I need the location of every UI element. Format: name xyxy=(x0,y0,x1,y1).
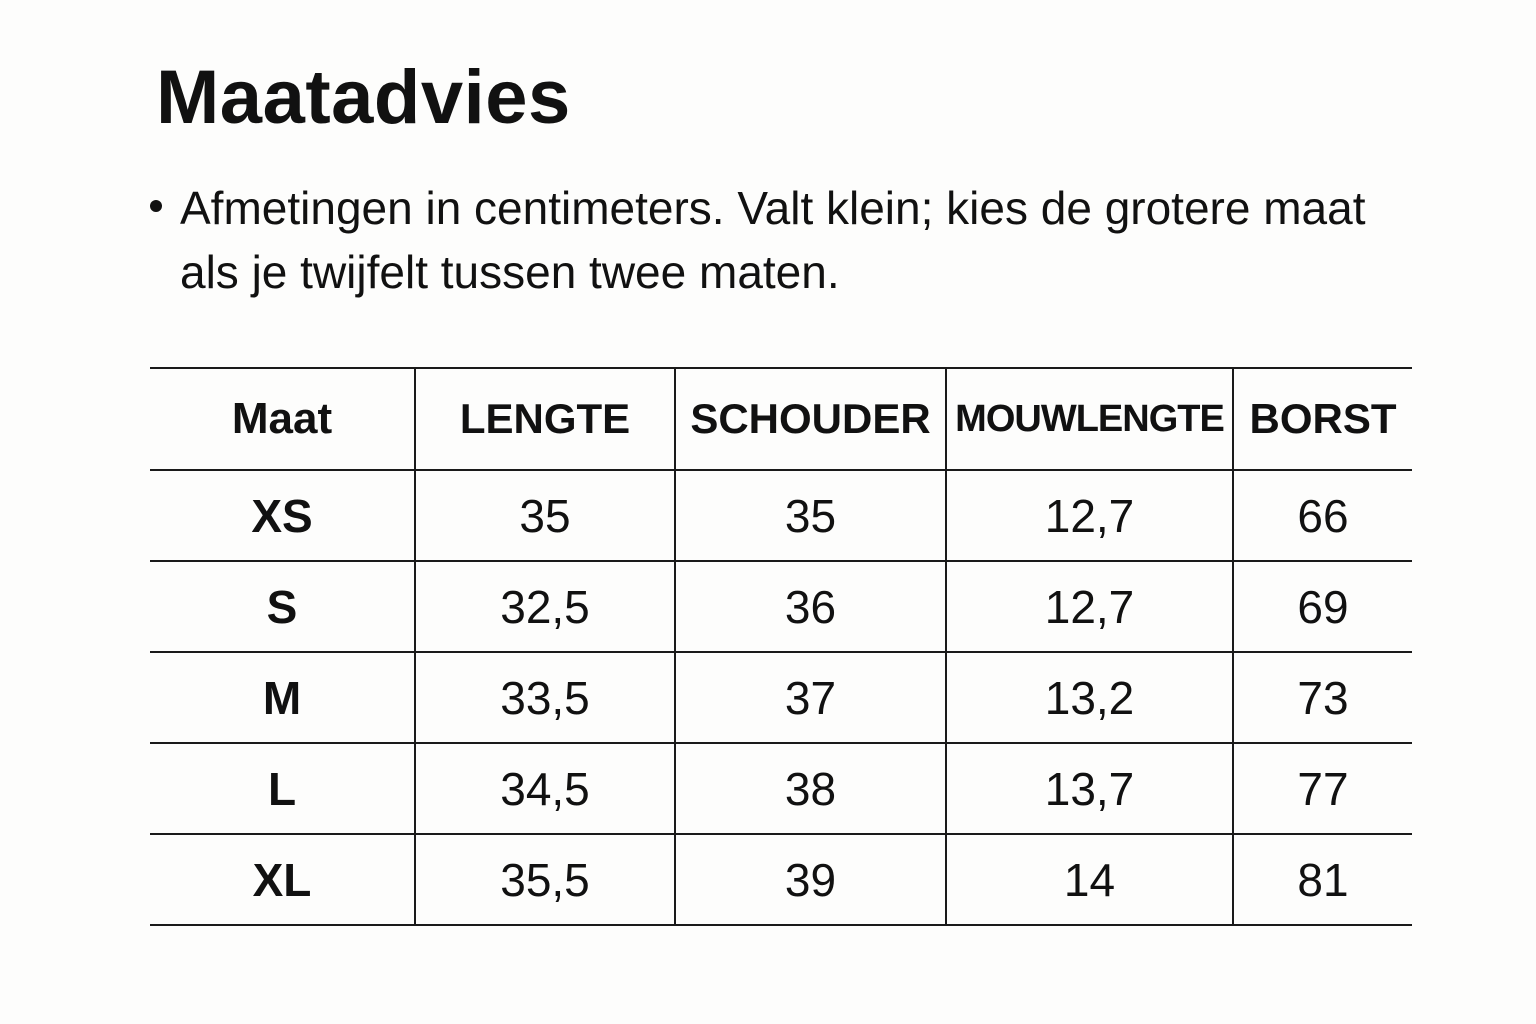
header-lengte: LENGTE xyxy=(415,368,675,470)
header-borst: BORST xyxy=(1233,368,1412,470)
size-table xyxy=(150,367,1412,926)
size-cell: L xyxy=(150,743,415,834)
header-row xyxy=(150,368,1412,470)
header-schouder: SCHOUDER xyxy=(675,368,946,470)
header-mouwlengte: MOUWLENGTE xyxy=(946,368,1233,470)
borst-cell: 81 xyxy=(1233,834,1412,925)
lengte-cell: 32,5 xyxy=(415,561,675,652)
size-table-body xyxy=(150,470,1412,925)
schouder-cell: 37 xyxy=(675,652,946,743)
note-list xyxy=(148,176,1428,304)
table-row xyxy=(150,652,1412,743)
lengte-cell: 33,5 xyxy=(415,652,675,743)
size-cell: S xyxy=(150,561,415,652)
table-row xyxy=(150,834,1412,925)
schouder-cell: 38 xyxy=(675,743,946,834)
size-cell: XS xyxy=(150,470,415,561)
schouder-cell: 35 xyxy=(675,470,946,561)
schouder-cell: 36 xyxy=(675,561,946,652)
page-title: Maatadvies xyxy=(156,55,571,140)
size-cell: XL xyxy=(150,834,415,925)
borst-cell: 73 xyxy=(1233,652,1412,743)
lengte-cell: 35 xyxy=(415,470,675,561)
borst-cell: 69 xyxy=(1233,561,1412,652)
table-row xyxy=(150,561,1412,652)
lengte-cell: 34,5 xyxy=(415,743,675,834)
note-item xyxy=(148,176,1428,304)
mouwlengte-cell: 12,7 xyxy=(946,470,1233,561)
mouwlengte-cell: 12,7 xyxy=(946,561,1233,652)
mouwlengte-cell: 13,7 xyxy=(946,743,1233,834)
mouwlengte-cell: 14 xyxy=(946,834,1233,925)
size-table-header xyxy=(150,368,1412,470)
lengte-cell: 35,5 xyxy=(415,834,675,925)
schouder-cell: 39 xyxy=(675,834,946,925)
table-row xyxy=(150,470,1412,561)
borst-cell: 66 xyxy=(1233,470,1412,561)
borst-cell: 77 xyxy=(1233,743,1412,834)
header-maat: Maat xyxy=(150,368,415,470)
mouwlengte-cell: 13,2 xyxy=(946,652,1233,743)
note-text: Afmetingen in centimeters. Valt klein; kies de grotere maat als je twijfelt tussen twee maten. xyxy=(180,182,1366,298)
size-cell: M xyxy=(150,652,415,743)
table-row xyxy=(150,743,1412,834)
bullet-icon xyxy=(150,200,162,212)
